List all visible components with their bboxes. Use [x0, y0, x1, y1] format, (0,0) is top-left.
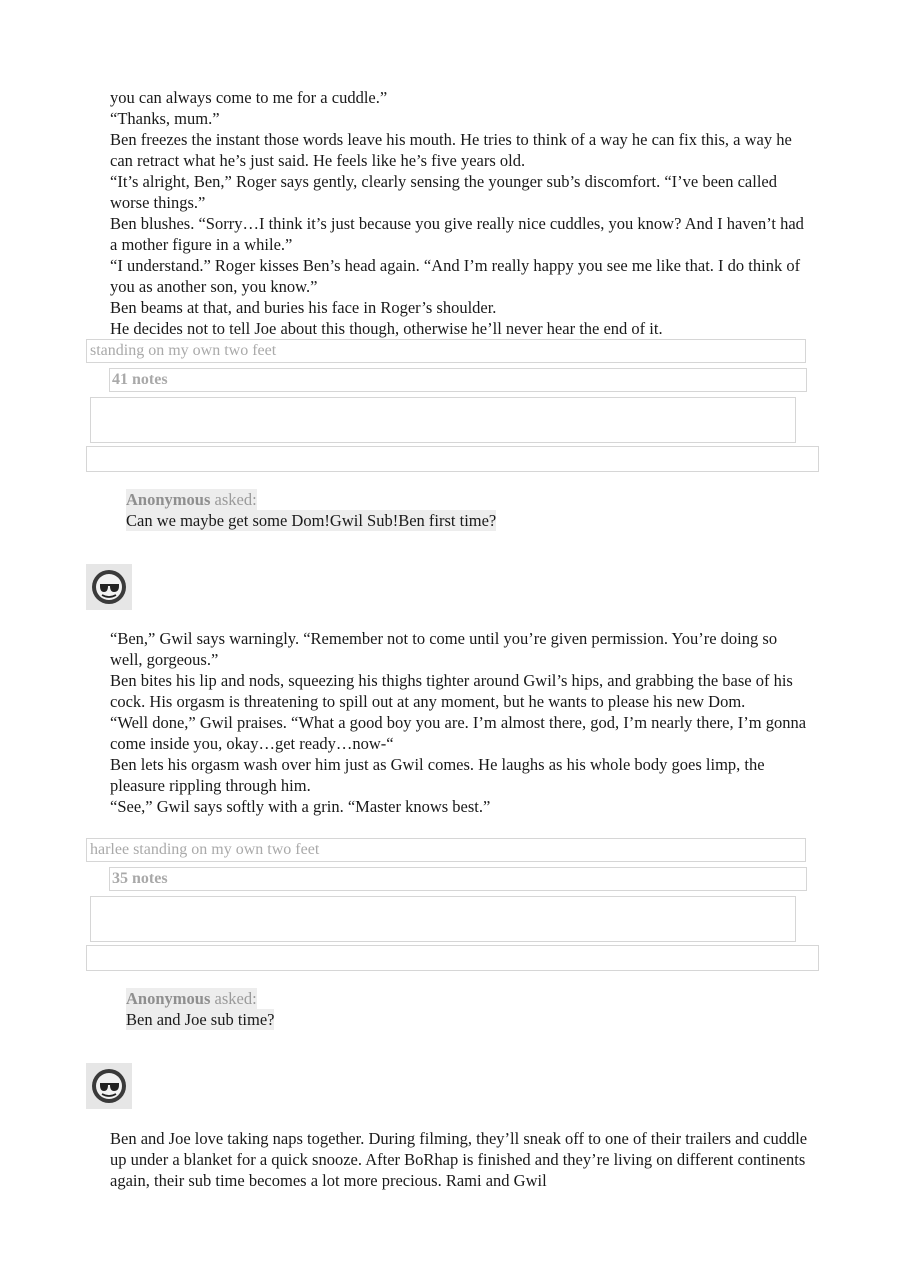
post-body [110, 87, 810, 339]
paragraph: “Thanks, mum.” [110, 109, 220, 128]
post-separator-box [86, 446, 819, 472]
paragraph: Ben bites his lip and nods, squeezing his thighs tighter around Gwil’s hips, and grabbing the base of his cock. His orgasm is threatening to spill out at any moment, but he wants to please his new Dom. [110, 671, 793, 711]
post-separator-box [86, 945, 819, 971]
paragraph: “Well done,” Gwil praises. “What a good boy you are. I’m almost there, god, I’m nearly there, I’m gonna come inside you, okay…get ready…now-“ [110, 713, 807, 753]
ask-question: Can we maybe get some Dom!Gwil Sub!Ben first time? [126, 511, 497, 530]
paragraph: Ben blushes. “Sorry…I think it’s just because you give really nice cuddles, you know? And I haven’t had a mother figure in a while.” [110, 214, 804, 254]
ask-question: Ben and Joe sub time? [126, 1010, 275, 1029]
sunglasses-avatar-icon[interactable] [86, 564, 132, 610]
paragraph: Ben and Joe love taking naps together. During filming, they’ll sneak off to one of their trailers and cuddle up under a blanket for a quick snooze. After BoRhap is finished and they’re living on different continents again, their sub time becomes a lot more precious. Rami and Gwil [110, 1129, 808, 1190]
ask-header [126, 988, 257, 1009]
paragraph: He decides not to tell Joe about this though, otherwise he’ll never hear the end of it. [110, 319, 663, 338]
post-tags[interactable]: standing on my own two feet [86, 339, 806, 363]
asked-label: asked: [214, 490, 257, 509]
post-body [110, 628, 810, 817]
paragraph: “See,” Gwil says softly with a grin. “Master knows best.” [110, 797, 491, 816]
notes-count[interactable]: 41 notes [109, 368, 807, 392]
paragraph: you can always come to me for a cuddle.” [110, 88, 388, 107]
asker-name[interactable]: Anonymous [126, 490, 211, 509]
ask-block [126, 489, 496, 531]
post-tags[interactable]: harlee standing on my own two feet [86, 838, 806, 862]
paragraph: “It’s alright, Ben,” Roger says gently, clearly sensing the younger sub’s discomfort. “I’ve been called worse things.” [110, 172, 777, 212]
notes-count[interactable]: 35 notes [109, 867, 807, 891]
asked-label: asked: [214, 989, 257, 1008]
post-body [110, 1128, 810, 1191]
asker-name[interactable]: Anonymous [126, 989, 211, 1008]
paragraph: “I understand.” Roger kisses Ben’s head again. “And I’m really happy you see me like that. I do think of you as another son, you know.” [110, 256, 801, 296]
paragraph: Ben freezes the instant those words leave his mouth. He tries to think of a way he can fix this, a way he can retract what he’s just said. He feels like he’s five years old. [110, 130, 792, 170]
paragraph: Ben beams at that, and buries his face in Roger’s shoulder. [110, 298, 497, 317]
post-footer-box [90, 896, 796, 942]
ask-block [126, 988, 274, 1030]
sunglasses-avatar-icon[interactable] [86, 1063, 132, 1109]
ask-header [126, 489, 257, 510]
paragraph: “Ben,” Gwil says warningly. “Remember not to come until you’re given permission. You’re doing so well, gorgeous.” [110, 629, 778, 669]
paragraph: Ben lets his orgasm wash over him just as Gwil comes. He laughs as his whole body goes limp, the pleasure rippling through him. [110, 755, 765, 795]
post-footer-box [90, 397, 796, 443]
